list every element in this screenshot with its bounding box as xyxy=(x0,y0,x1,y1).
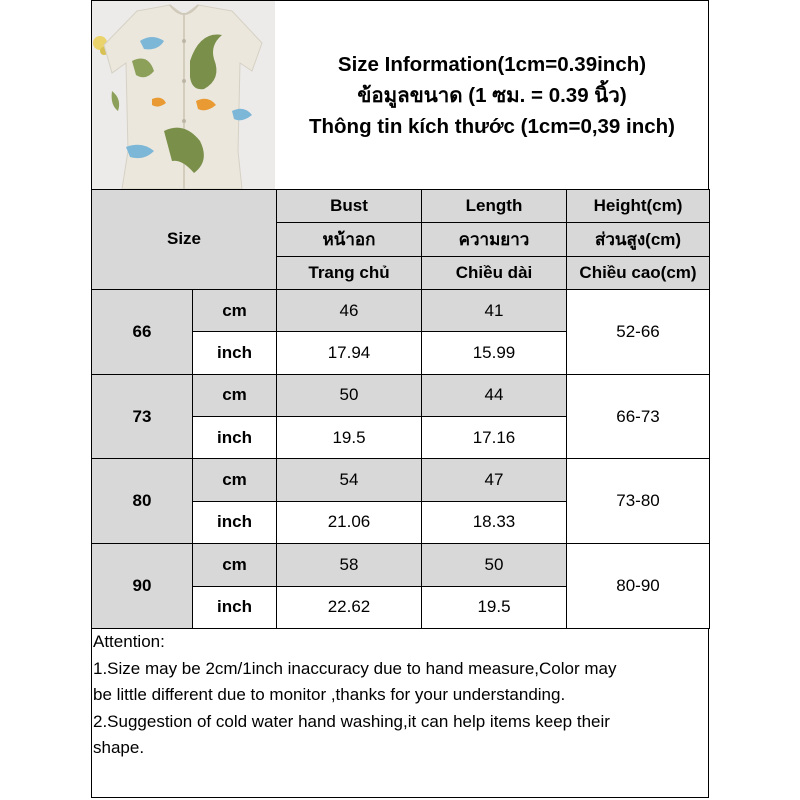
attention-note-2b: shape. xyxy=(93,738,145,757)
bust-inch: 21.06 xyxy=(277,501,422,543)
length-inch: 19.5 xyxy=(422,586,567,628)
bust-cm: 58 xyxy=(277,544,422,586)
size-value: 73 xyxy=(92,374,193,459)
product-photo xyxy=(92,1,275,189)
length-cm: 50 xyxy=(422,544,567,586)
size-info-title xyxy=(276,1,708,189)
col-height-en: Height(cm) xyxy=(567,190,710,223)
bust-cm: 46 xyxy=(277,289,422,331)
length-cm: 44 xyxy=(422,374,567,416)
unit-label: cm xyxy=(193,289,277,331)
attention-note-1b: be little different due to monitor ,thanks for your understanding. xyxy=(93,685,566,704)
col-length-vi: Chiều dài xyxy=(422,256,567,289)
size-value: 80 xyxy=(92,459,193,544)
attention-notes xyxy=(93,629,705,762)
length-cm: 47 xyxy=(422,459,567,501)
length-inch: 17.16 xyxy=(422,417,567,459)
unit-label: cm xyxy=(193,544,277,586)
attention-heading: Attention: xyxy=(93,632,165,651)
bust-inch: 17.94 xyxy=(277,332,422,374)
bust-inch: 22.62 xyxy=(277,586,422,628)
height-range: 73-80 xyxy=(567,459,710,544)
table-row xyxy=(92,374,710,416)
romper-illustration xyxy=(92,1,275,189)
bust-inch: 19.5 xyxy=(277,417,422,459)
unit-label: cm xyxy=(193,459,277,501)
size-value: 66 xyxy=(92,289,193,374)
attention-note-2a: 2.Suggestion of cold water hand washing,it can help items keep their xyxy=(93,711,610,731)
col-height-th: ส่วนสูง(cm) xyxy=(567,223,710,256)
unit-label: inch xyxy=(193,417,277,459)
length-inch: 18.33 xyxy=(422,501,567,543)
col-length-th: ความยาว xyxy=(422,223,567,256)
size-value: 90 xyxy=(92,544,193,629)
length-inch: 15.99 xyxy=(422,332,567,374)
attention-note-1a: 1.Size may be 2cm/1inch inaccuracy due to hand measure,Color may xyxy=(93,658,617,678)
table-row xyxy=(92,544,710,586)
height-range: 66-73 xyxy=(567,374,710,459)
title-line-english: Size Information(1cm=0.39inch) xyxy=(337,52,647,76)
title-line-thai: ข้อมูลขนาด (1 ซม. = 0.39 นิ้ว) xyxy=(357,83,627,107)
bust-cm: 54 xyxy=(277,459,422,501)
unit-label: inch xyxy=(193,586,277,628)
col-bust-en: Bust xyxy=(277,190,422,223)
unit-label: inch xyxy=(193,332,277,374)
table-row xyxy=(92,459,710,501)
size-header: Size xyxy=(92,190,277,290)
col-bust-vi: Trang chủ xyxy=(277,256,422,289)
col-height-vi: Chiều cao(cm) xyxy=(567,256,710,289)
height-range: 52-66 xyxy=(567,289,710,374)
col-bust-th: หน้าอก xyxy=(277,223,422,256)
unit-label: cm xyxy=(193,374,277,416)
title-line-vietnamese: Thông tin kích thước (1cm=0,39 inch) xyxy=(308,114,676,138)
height-range: 80-90 xyxy=(567,544,710,629)
bust-cm: 50 xyxy=(277,374,422,416)
size-table xyxy=(91,189,710,629)
unit-label: inch xyxy=(193,501,277,543)
length-cm: 41 xyxy=(422,289,567,331)
table-row xyxy=(92,289,710,331)
col-length-en: Length xyxy=(422,190,567,223)
